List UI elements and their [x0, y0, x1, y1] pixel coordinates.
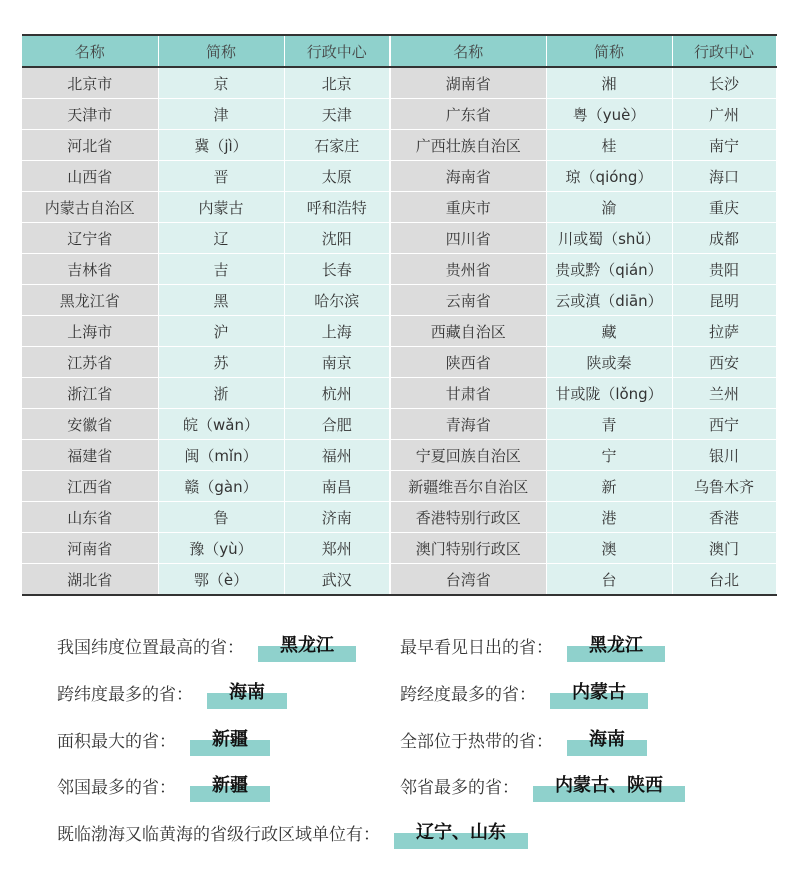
- table-row: [22, 564, 776, 596]
- header-capital: 行政中心: [284, 35, 390, 67]
- cell-abbr: 黑: [158, 285, 284, 316]
- cell-abbr: 鲁: [158, 502, 284, 533]
- cell-abbr: 甘或陇（lǒng）: [546, 378, 672, 409]
- cell-capital: 南宁: [672, 130, 776, 161]
- cell-capital: 拉萨: [672, 316, 776, 347]
- table-row: [22, 316, 776, 347]
- cell-name: 山东省: [22, 502, 158, 533]
- cell-abbr: 浙: [158, 378, 284, 409]
- fact-most-neighbor-countries: [57, 773, 270, 798]
- cell-abbr: 辽: [158, 223, 284, 254]
- fact-bohai-yellow-sea: [57, 820, 528, 845]
- table-row: [22, 409, 776, 440]
- table-row: [22, 130, 776, 161]
- cell-abbr: 贵或黔（qián）: [546, 254, 672, 285]
- fact-answer: 海南: [207, 681, 287, 705]
- cell-capital: 成都: [672, 223, 776, 254]
- cell-abbr: 陕或秦: [546, 347, 672, 378]
- cell-name: 湖南省: [390, 67, 546, 99]
- table-row: [22, 440, 776, 471]
- cell-name: 澳门特别行政区: [390, 533, 546, 564]
- table-row: [22, 502, 776, 533]
- fact-most-longitudes: [400, 680, 648, 705]
- cell-name: 新疆维吾尔自治区: [390, 471, 546, 502]
- table-row: [22, 533, 776, 564]
- cell-abbr: 闽（mǐn）: [158, 440, 284, 471]
- fact-most-latitudes: [57, 680, 287, 705]
- cell-name: 甘肃省: [390, 378, 546, 409]
- cell-capital: 长春: [284, 254, 390, 285]
- cell-capital: 南京: [284, 347, 390, 378]
- cell-capital: 昆明: [672, 285, 776, 316]
- cell-abbr: 琼（qióng）: [546, 161, 672, 192]
- fact-label: 跨纬度最多的省：: [57, 685, 193, 705]
- cell-abbr: 赣（gàn）: [158, 471, 284, 502]
- cell-abbr: 津: [158, 99, 284, 130]
- cell-capital: 上海: [284, 316, 390, 347]
- cell-capital: 济南: [284, 502, 390, 533]
- cell-name: 海南省: [390, 161, 546, 192]
- header-abbr: 简称: [546, 35, 672, 67]
- cell-abbr: 吉: [158, 254, 284, 285]
- cell-abbr: 皖（wǎn）: [158, 409, 284, 440]
- cell-name: 河南省: [22, 533, 158, 564]
- cell-capital: 贵阳: [672, 254, 776, 285]
- cell-name: 天津市: [22, 99, 158, 130]
- fact-highest-latitude: [57, 633, 356, 658]
- province-table: [22, 34, 777, 596]
- cell-name: 贵州省: [390, 254, 546, 285]
- cell-abbr: 豫（yù）: [158, 533, 284, 564]
- cell-name: 上海市: [22, 316, 158, 347]
- header-capital: 行政中心: [672, 35, 776, 67]
- cell-abbr: 京: [158, 67, 284, 99]
- cell-name: 香港特别行政区: [390, 502, 546, 533]
- fact-answer: 新疆: [190, 774, 270, 798]
- cell-abbr: 沪: [158, 316, 284, 347]
- table-row: [22, 67, 776, 99]
- fact-answer: 新疆: [190, 728, 270, 752]
- cell-abbr: 晋: [158, 161, 284, 192]
- cell-abbr: 鄂（è）: [158, 564, 284, 596]
- fact-label: 跨经度最多的省：: [400, 685, 536, 705]
- fact-label: 面积最大的省：: [57, 732, 176, 752]
- cell-name: 西藏自治区: [390, 316, 546, 347]
- header-name: 名称: [22, 35, 158, 67]
- cell-name: 安徽省: [22, 409, 158, 440]
- cell-abbr: 台: [546, 564, 672, 596]
- table-row: [22, 347, 776, 378]
- cell-capital: 南昌: [284, 471, 390, 502]
- cell-abbr: 桂: [546, 130, 672, 161]
- cell-capital: 武汉: [284, 564, 390, 596]
- cell-capital: 沈阳: [284, 223, 390, 254]
- fact-label: 邻国最多的省：: [57, 778, 176, 798]
- cell-abbr: 藏: [546, 316, 672, 347]
- table-row: [22, 223, 776, 254]
- cell-capital: 兰州: [672, 378, 776, 409]
- cell-abbr: 云或滇（diān）: [546, 285, 672, 316]
- cell-capital: 西安: [672, 347, 776, 378]
- cell-capital: 天津: [284, 99, 390, 130]
- header-abbr: 简称: [158, 35, 284, 67]
- cell-name: 广东省: [390, 99, 546, 130]
- cell-name: 湖北省: [22, 564, 158, 596]
- fact-most-neighbor-provinces: [400, 773, 685, 798]
- fact-answer: 内蒙古: [550, 681, 648, 705]
- cell-capital: 广州: [672, 99, 776, 130]
- table-header-row: [22, 35, 776, 67]
- fact-first-sunrise: [400, 633, 665, 658]
- fact-label: 既临渤海又临黄海的省级行政区域单位有：: [57, 825, 380, 845]
- cell-capital: 石家庄: [284, 130, 390, 161]
- cell-capital: 杭州: [284, 378, 390, 409]
- cell-capital: 台北: [672, 564, 776, 596]
- cell-name: 四川省: [390, 223, 546, 254]
- cell-name: 江西省: [22, 471, 158, 502]
- fact-label: 全部位于热带的省：: [400, 732, 553, 752]
- cell-abbr: 粤（yuè）: [546, 99, 672, 130]
- table-row: [22, 99, 776, 130]
- cell-name: 山西省: [22, 161, 158, 192]
- cell-abbr: 川或蜀（shǔ）: [546, 223, 672, 254]
- header-name: 名称: [390, 35, 546, 67]
- cell-capital: 合肥: [284, 409, 390, 440]
- fact-answer: 内蒙古、陕西: [533, 774, 685, 798]
- cell-name: 云南省: [390, 285, 546, 316]
- cell-capital: 长沙: [672, 67, 776, 99]
- cell-name: 浙江省: [22, 378, 158, 409]
- table-row: [22, 161, 776, 192]
- fact-label: 最早看见日出的省：: [400, 638, 553, 658]
- cell-name: 河北省: [22, 130, 158, 161]
- cell-name: 广西壮族自治区: [390, 130, 546, 161]
- cell-capital: 哈尔滨: [284, 285, 390, 316]
- cell-name: 陕西省: [390, 347, 546, 378]
- fact-answer: 海南: [567, 728, 647, 752]
- cell-abbr: 新: [546, 471, 672, 502]
- cell-capital: 郑州: [284, 533, 390, 564]
- table-row: [22, 192, 776, 223]
- table-row: [22, 378, 776, 409]
- cell-capital: 西宁: [672, 409, 776, 440]
- cell-name: 重庆市: [390, 192, 546, 223]
- cell-abbr: 港: [546, 502, 672, 533]
- table-row: [22, 471, 776, 502]
- fact-all-tropical: [400, 727, 647, 752]
- cell-capital: 呼和浩特: [284, 192, 390, 223]
- cell-name: 辽宁省: [22, 223, 158, 254]
- cell-name: 内蒙古自治区: [22, 192, 158, 223]
- cell-capital: 太原: [284, 161, 390, 192]
- cell-capital: 香港: [672, 502, 776, 533]
- cell-abbr: 冀（jì）: [158, 130, 284, 161]
- fact-label: 邻省最多的省：: [400, 778, 519, 798]
- cell-abbr: 内蒙古: [158, 192, 284, 223]
- fact-answer: 黑龙江: [567, 634, 665, 658]
- cell-capital: 乌鲁木齐: [672, 471, 776, 502]
- cell-name: 北京市: [22, 67, 158, 99]
- cell-abbr: 湘: [546, 67, 672, 99]
- cell-abbr: 澳: [546, 533, 672, 564]
- fact-largest-area: [57, 727, 270, 752]
- cell-name: 福建省: [22, 440, 158, 471]
- cell-name: 宁夏回族自治区: [390, 440, 546, 471]
- table-row: [22, 285, 776, 316]
- cell-name: 吉林省: [22, 254, 158, 285]
- cell-capital: 银川: [672, 440, 776, 471]
- cell-capital: 海口: [672, 161, 776, 192]
- cell-abbr: 渝: [546, 192, 672, 223]
- cell-abbr: 宁: [546, 440, 672, 471]
- cell-name: 黑龙江省: [22, 285, 158, 316]
- cell-capital: 北京: [284, 67, 390, 99]
- table-row: [22, 254, 776, 285]
- cell-capital: 福州: [284, 440, 390, 471]
- fact-answer: 黑龙江: [258, 634, 356, 658]
- cell-abbr: 苏: [158, 347, 284, 378]
- fact-label: 我国纬度位置最高的省：: [57, 638, 244, 658]
- cell-name: 台湾省: [390, 564, 546, 596]
- cell-capital: 重庆: [672, 192, 776, 223]
- cell-name: 青海省: [390, 409, 546, 440]
- cell-name: 江苏省: [22, 347, 158, 378]
- fact-answer: 辽宁、山东: [394, 821, 528, 845]
- cell-abbr: 青: [546, 409, 672, 440]
- cell-capital: 澳门: [672, 533, 776, 564]
